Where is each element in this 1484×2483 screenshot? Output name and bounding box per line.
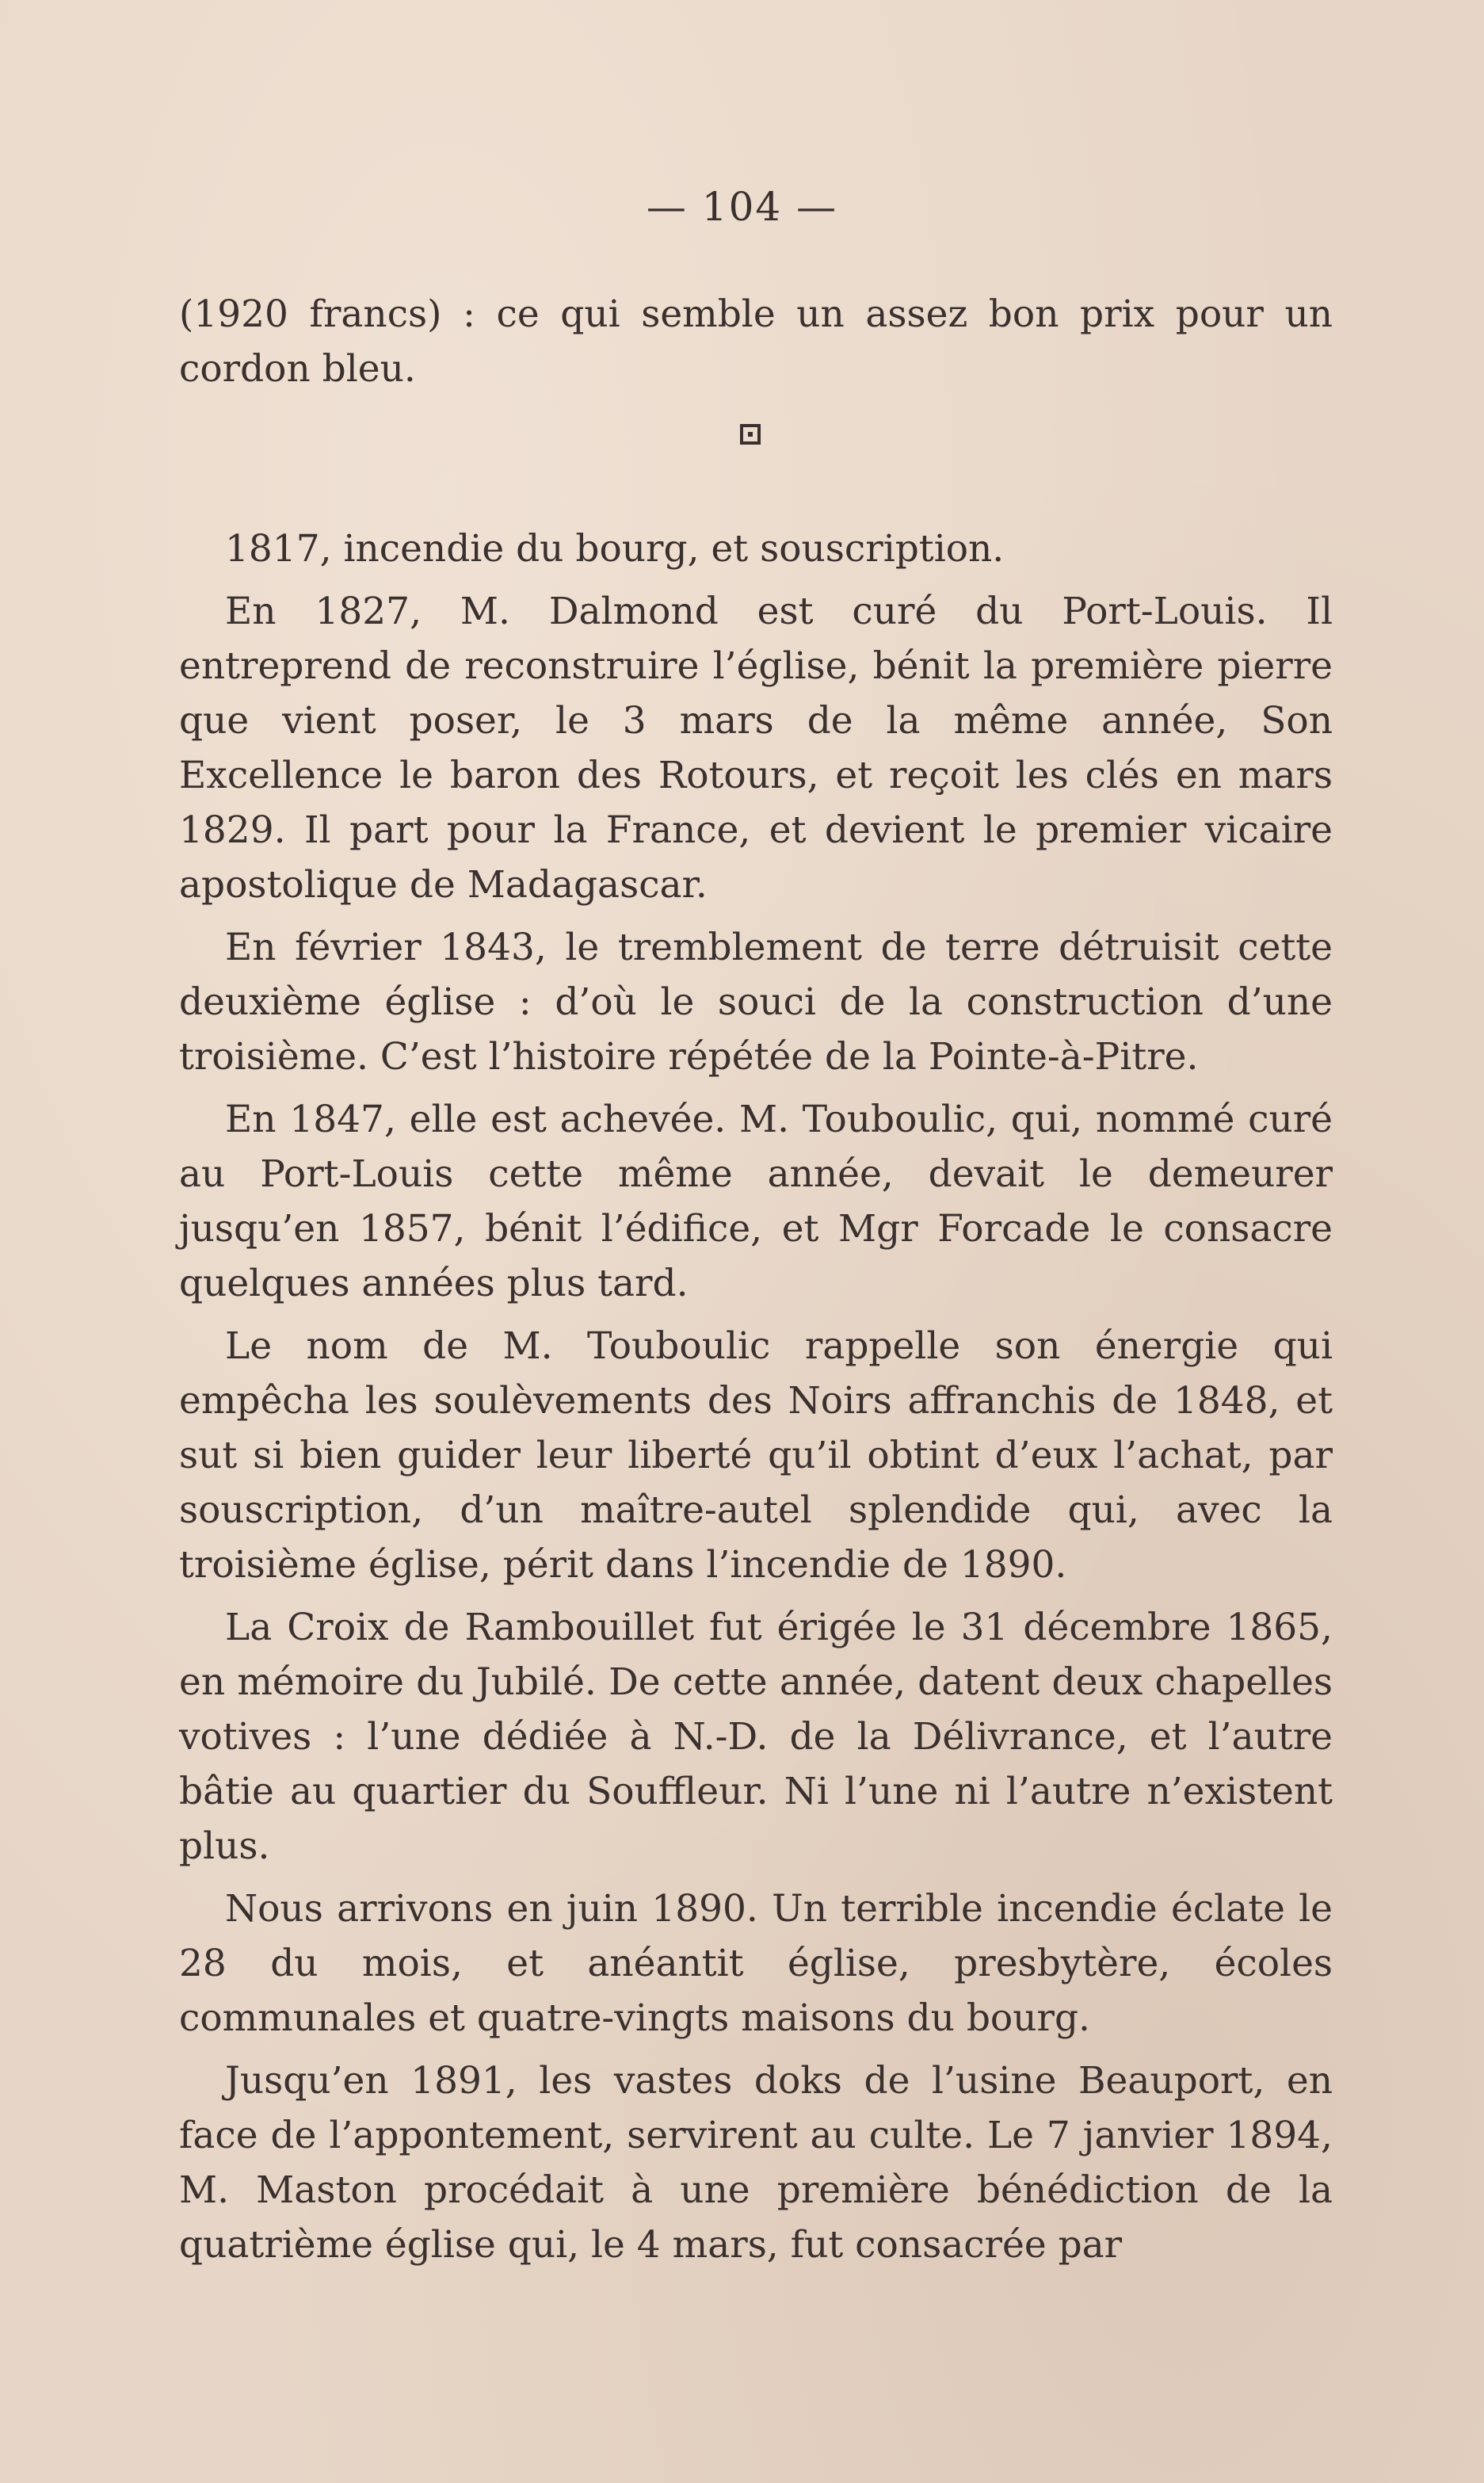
continuation-paragraph: (1920 francs) : ce qui semble un assez bon prix pour un cordon bleu. <box>179 292 1333 391</box>
body-text <box>179 287 1333 2272</box>
page-number: — 104 — <box>646 184 838 230</box>
paragraph-1817: 1817, incendie du bourg, et souscription. <box>225 527 1005 571</box>
paragraph-1847: En 1847, elle est achevée. M. Touboulic, qui, nommé curé au Port-Louis cette même année, devait le demeurer jusqu’en 1857, bénit l’édifice, et Mgr Forcade le consacre quelques années plus tard. <box>179 1098 1333 1305</box>
paragraph-1891: Jusqu’en 1891, les vastes doks de l’usine Beauport, en face de l’appontement, servirent au culte. Le 7 janvier 1894, M. Maston procédait à une première bénédiction de la quatrième église qui, le 4 mars, fut consacrée par <box>179 2059 1333 2267</box>
paragraph-1843: En février 1843, le tremblement de terre détruisit cette deuxième église : d’où le souci de la construction d’une troisième. C’est l’histoire répétée de la Pointe-à-Pitre. <box>179 926 1333 1079</box>
paragraph-1865: La Croix de Rambouillet fut érigée le 31 décembre 1865, en mémoire du Jubilé. De cette année, datent deux chapelles votives : l’une dédiée à N.-D. de la Délivrance, et l’autre bâtie au quartier du Souffleur. Ni l’une ni l’autre n’existent plus. <box>179 1606 1333 1868</box>
paragraph-touboulic: Le nom de M. Touboulic rappelle son énergie qui empêcha les soulèvements des Noirs affranchis de 1848, et sut si bien guider leur liberté qu’il obtint d’eux l’achat, par souscription, d’un maître-autel splendide qui, avec la troisième église, périt dans l’incendie de 1890. <box>179 1324 1333 1587</box>
section-break <box>179 396 1333 521</box>
paragraph-1890: Nous arrivons en juin 1890. Un terrible incendie éclate le 28 du mois, et anéantit église, presbytère, écoles communales et quatre-vingts maisons du bourg. <box>179 1887 1333 2040</box>
paragraph-1827: En 1827, M. Dalmond est curé du Port-Louis. Il entreprend de reconstruire l’église, bénit la première pierre que vient poser, le 3 mars de la même année, Son Excellence le baron des Rotours, et reçoit les clés en mars 1829. Il part pour la France, et devient le premier vicaire apostolique de Madagascar. <box>179 590 1333 907</box>
